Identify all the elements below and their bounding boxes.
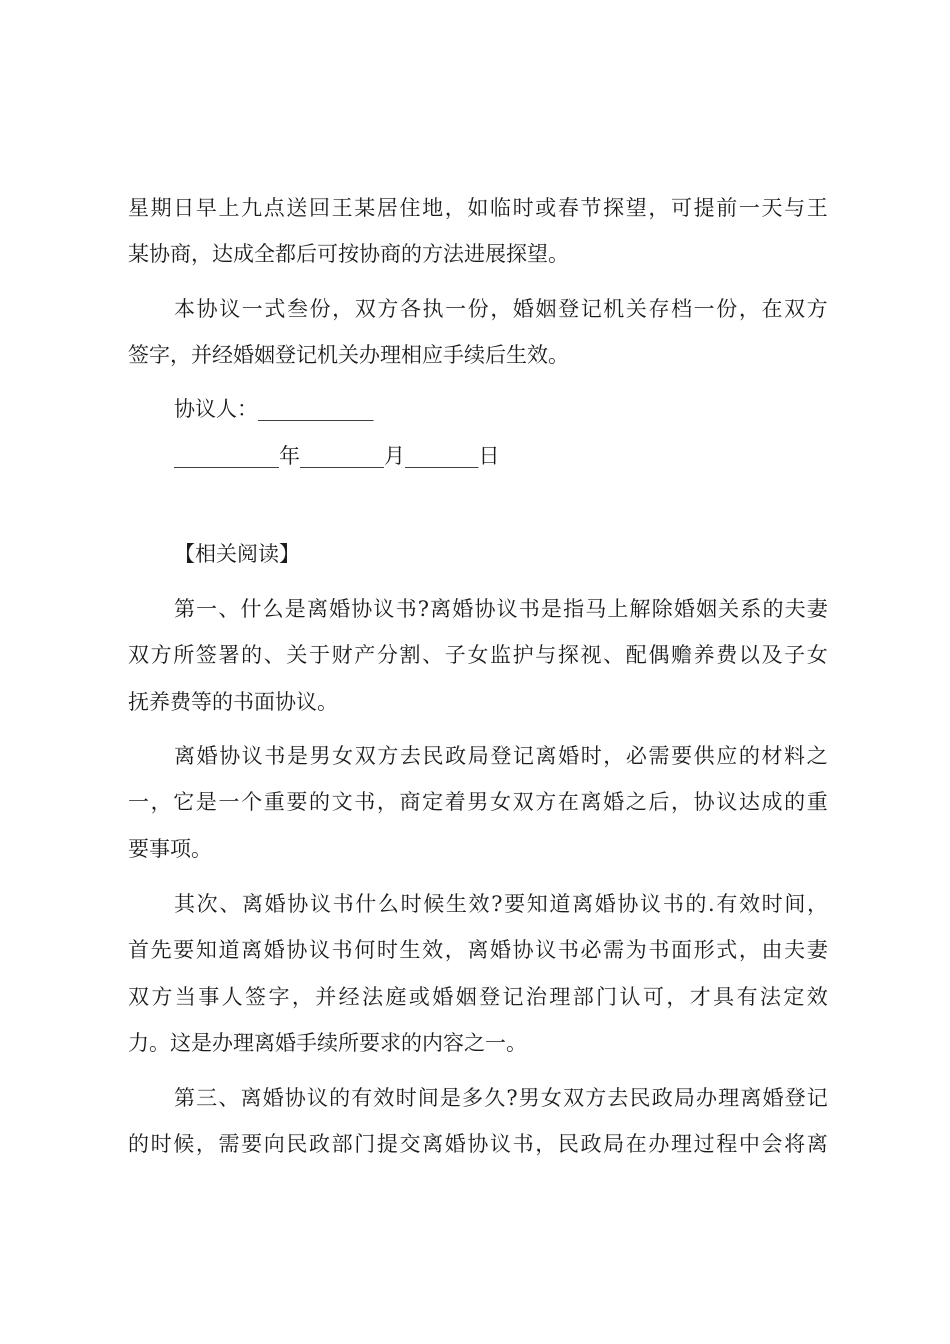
paragraph-line: 签字，并经婚姻登记机关办理相应手续后生效。 <box>128 343 569 367</box>
paragraph-line: 要事项。 <box>128 837 212 861</box>
paragraph-line: 双 方 所 签 署 的 、 关 于 财 产 分 割 、 子 女 监 护 与 探 视 、 配 偶 赡 养 费 以 及 子 女 <box>128 643 828 667</box>
section-heading: 【相关阅读】 <box>174 542 300 566</box>
signer-line: 协议人：___________ <box>174 397 374 421</box>
paragraph-line: 的 时 候 ， 需 要 向 民 政 部 门 提 交 离 婚 协 议 书 ， 民 政 局 在 办 理 过 程 中 会 将 离 <box>128 1132 828 1156</box>
paragraph-line: 抚养费等的书面协议。 <box>128 690 338 714</box>
paragraph-line: 首 先 要 知 道 离 婚 协 议 书 何 时 生 效 ， 离 婚 协 议 书 必 需 为 书 面 形 式 ， 由 夫 妻 <box>128 938 828 962</box>
paragraph-line: 本 协 议 一 式 叁 份 ， 双 方 各 执 一 份 ， 婚 姻 登 记 机 关 存 档 一 份 ， 在 双 方 <box>174 297 828 321</box>
paragraph-line: 双 方 当 事 人 签 字 ， 并 经 法 庭 或 婚 姻 登 记 治 理 部 门 认 可 ， 才 具 有 法 定 效 <box>128 985 828 1009</box>
paragraph-line: 离 婚 协 议 书 是 男 女 双 方 去 民 政 局 登 记 离 婚 时 ， 必 需 要 供 应 的 材 料 之 <box>174 744 828 768</box>
paragraph-line: 第 一 、 什 么 是 离 婚 协 议 书 ? 离 婚 协 议 书 是 指 马 上 解 除 婚 姻 关 系 的 夫 妻 <box>174 597 828 621</box>
date-line: __________年________月_______日 <box>174 444 500 468</box>
paragraph-line: 其 次 、 离 婚 协 议 书 什 么 时 候 生 效 ? 要 知 道 离 婚 协 议 书 的 . 有 效 时 间 ， <box>174 892 828 916</box>
paragraph-line: 第 三 、 离 婚 协 议 的 有 效 时 间 是 多 久 ? 男 女 双 方 去 民 政 局 办 理 离 婚 登 记 <box>174 1086 828 1110</box>
paragraph-line: 星 期 日 早 上 九 点 送 回 王 某 居 住 地 ， 如 临 时 或 春 节 探 望 ， 可 提 前 一 天 与 王 <box>128 196 828 220</box>
paragraph-line: 力。这是办理离婚手续所要求的内容之一。 <box>128 1031 527 1055</box>
paragraph-line: 一 ， 它 是 一 个 重 要 的 文 书 ， 商 定 着 男 女 双 方 在 离 婚 之 后 ， 协 议 达 成 的 重 <box>128 790 828 814</box>
paragraph-line: 某协商，达成全都后可按协商的方法进展探望。 <box>128 242 569 266</box>
